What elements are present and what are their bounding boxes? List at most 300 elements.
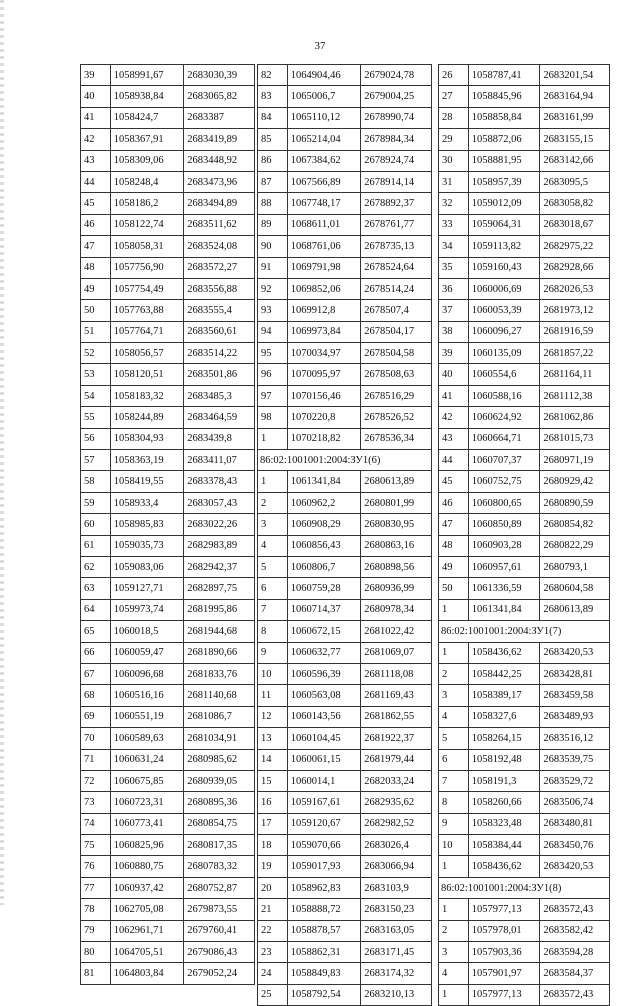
x-coordinate: 1059035,73	[110, 535, 184, 556]
x-coordinate: 1062705,08	[110, 899, 184, 920]
y-coordinate: 2683511,62	[184, 214, 255, 235]
table-row	[439, 792, 610, 813]
point-number: 57	[81, 450, 111, 471]
point-number: 1	[258, 471, 288, 492]
x-coordinate: 1060018,5	[110, 621, 184, 642]
point-number: 49	[439, 556, 469, 577]
x-coordinate: 1058849,83	[287, 963, 361, 984]
x-coordinate: 1058264,15	[468, 728, 540, 749]
table-row	[258, 770, 432, 791]
x-coordinate: 1058304,93	[110, 428, 184, 449]
y-coordinate: 2683439,8	[184, 428, 255, 449]
table-row	[81, 492, 255, 513]
table-row	[439, 407, 610, 428]
x-coordinate: 1060061,15	[287, 749, 361, 770]
y-coordinate: 2680801,99	[361, 492, 432, 513]
x-coordinate: 1060773,41	[110, 813, 184, 834]
x-coordinate: 1060714,37	[287, 599, 361, 620]
point-number: 38	[439, 321, 469, 342]
table-row	[258, 578, 432, 599]
table-row	[258, 385, 432, 406]
point-number: 7	[258, 599, 288, 620]
x-coordinate: 1057763,88	[110, 300, 184, 321]
x-coordinate: 1060053,39	[468, 300, 540, 321]
x-coordinate: 1058389,17	[468, 685, 540, 706]
table-row	[439, 599, 610, 620]
table-row	[258, 257, 432, 278]
point-number: 1	[439, 599, 469, 620]
y-coordinate: 2678990,74	[361, 107, 432, 128]
y-coordinate: 2683473,96	[184, 171, 255, 192]
table-row	[81, 792, 255, 813]
table-row	[258, 107, 432, 128]
table-row	[439, 942, 610, 963]
y-coordinate: 2678516,29	[361, 385, 432, 406]
table-row	[439, 984, 610, 1005]
point-number: 84	[258, 107, 288, 128]
table-row	[81, 749, 255, 770]
x-coordinate: 1067384,62	[287, 150, 361, 171]
point-number: 12	[258, 706, 288, 727]
table-row	[258, 877, 432, 898]
point-number: 64	[81, 599, 111, 620]
x-coordinate: 1060551,19	[110, 706, 184, 727]
table-row	[81, 171, 255, 192]
point-number: 3	[439, 942, 469, 963]
y-coordinate: 2681833,76	[184, 663, 255, 684]
x-coordinate: 1057977,13	[468, 984, 540, 1005]
point-number: 81	[81, 963, 111, 984]
point-number: 67	[81, 663, 111, 684]
table-row	[439, 171, 610, 192]
y-coordinate: 2683022,26	[184, 514, 255, 535]
y-coordinate: 2680783,32	[184, 856, 255, 877]
table-row	[258, 428, 432, 449]
point-number: 4	[439, 706, 469, 727]
point-number: 71	[81, 749, 111, 770]
x-coordinate: 1060707,37	[468, 450, 540, 471]
x-coordinate: 1059127,71	[110, 578, 184, 599]
y-coordinate: 2680978,34	[361, 599, 432, 620]
x-coordinate: 1058120,51	[110, 364, 184, 385]
table-row	[439, 706, 610, 727]
x-coordinate: 1065214,04	[287, 129, 361, 150]
x-coordinate: 1069791,98	[287, 257, 361, 278]
table-row	[81, 728, 255, 749]
point-number: 30	[439, 150, 469, 171]
point-number: 1	[439, 899, 469, 920]
table-row	[81, 663, 255, 684]
table-row	[439, 321, 610, 342]
y-coordinate: 2683584,37	[540, 963, 610, 984]
y-coordinate: 2682975,22	[540, 236, 610, 257]
x-coordinate: 1058363,19	[110, 450, 184, 471]
y-coordinate: 2682935,62	[361, 792, 432, 813]
point-number: 16	[258, 792, 288, 813]
x-coordinate: 1060825,96	[110, 835, 184, 856]
table-row	[258, 599, 432, 620]
x-coordinate: 1059113,82	[468, 236, 540, 257]
y-coordinate: 2681062,86	[540, 407, 610, 428]
point-number: 91	[258, 257, 288, 278]
point-number: 48	[81, 257, 111, 278]
point-number: 22	[258, 920, 288, 941]
point-number: 63	[81, 578, 111, 599]
x-coordinate: 1059120,67	[287, 813, 361, 834]
table-row	[258, 813, 432, 834]
coordinates-table-1	[80, 64, 255, 985]
table-row	[81, 385, 255, 406]
point-number: 53	[81, 364, 111, 385]
x-coordinate: 1057754,49	[110, 278, 184, 299]
x-coordinate: 1058248,4	[110, 171, 184, 192]
x-coordinate: 1058260,66	[468, 792, 540, 813]
table-row	[81, 150, 255, 171]
x-coordinate: 1058872,06	[468, 129, 540, 150]
x-coordinate: 1058862,31	[287, 942, 361, 963]
y-coordinate: 2678507,4	[361, 300, 432, 321]
table-row	[81, 471, 255, 492]
y-coordinate: 2682982,52	[361, 813, 432, 834]
x-coordinate: 1060563,08	[287, 685, 361, 706]
point-number: 40	[81, 86, 111, 107]
y-coordinate: 2680604,58	[540, 578, 610, 599]
x-coordinate: 1065006,7	[287, 86, 361, 107]
x-coordinate: 1059070,66	[287, 835, 361, 856]
y-coordinate: 2683387	[184, 107, 255, 128]
y-coordinate: 2682026,53	[540, 278, 610, 299]
point-number: 39	[81, 65, 111, 86]
y-coordinate: 2683539,75	[540, 749, 610, 770]
y-coordinate: 2680895,36	[184, 792, 255, 813]
table-row	[439, 278, 610, 299]
x-coordinate: 1069852,06	[287, 278, 361, 299]
table-row	[258, 621, 432, 642]
point-number: 97	[258, 385, 288, 406]
table-row	[81, 813, 255, 834]
table-row	[258, 236, 432, 257]
table-row	[81, 685, 255, 706]
table-row	[439, 685, 610, 706]
x-coordinate: 1060937,42	[110, 877, 184, 898]
point-number: 66	[81, 642, 111, 663]
table-row	[81, 86, 255, 107]
y-coordinate: 2681916,59	[540, 321, 610, 342]
point-number: 31	[439, 171, 469, 192]
x-coordinate: 1060516,16	[110, 685, 184, 706]
y-coordinate: 2683095,5	[540, 171, 610, 192]
y-coordinate: 2683450,76	[540, 835, 610, 856]
point-number: 78	[81, 899, 111, 920]
y-coordinate: 2683489,93	[540, 706, 610, 727]
point-number: 61	[81, 535, 111, 556]
point-number: 6	[439, 749, 469, 770]
x-coordinate: 1058962,83	[287, 877, 361, 898]
x-coordinate: 1070034,97	[287, 343, 361, 364]
y-coordinate: 2681944,68	[184, 621, 255, 642]
y-coordinate: 2683572,43	[540, 984, 610, 1005]
point-number: 79	[81, 920, 111, 941]
y-coordinate: 2683065,82	[184, 86, 255, 107]
x-coordinate: 1069912,8	[287, 300, 361, 321]
table-row	[81, 107, 255, 128]
point-number: 46	[439, 492, 469, 513]
table-row	[81, 899, 255, 920]
y-coordinate: 2678761,77	[361, 214, 432, 235]
x-coordinate: 1060624,92	[468, 407, 540, 428]
table-row	[258, 920, 432, 941]
point-number: 83	[258, 86, 288, 107]
point-number: 11	[258, 685, 288, 706]
point-number: 45	[439, 471, 469, 492]
table-row	[439, 514, 610, 535]
table-row	[258, 792, 432, 813]
table-row	[439, 749, 610, 770]
point-number: 26	[439, 65, 469, 86]
x-coordinate: 1059167,61	[287, 792, 361, 813]
y-coordinate: 2680985,62	[184, 749, 255, 770]
table-row	[81, 450, 255, 471]
point-number: 49	[81, 278, 111, 299]
x-coordinate: 1060759,28	[287, 578, 361, 599]
point-number: 1	[439, 642, 469, 663]
x-coordinate: 1058878,57	[287, 920, 361, 941]
parcel-number: 86:02:1001001:2004:ЗУ1(7)	[439, 621, 610, 642]
point-number: 55	[81, 407, 111, 428]
table-row	[439, 107, 610, 128]
y-coordinate: 2678504,17	[361, 321, 432, 342]
point-number: 7	[439, 770, 469, 791]
point-number: 65	[81, 621, 111, 642]
y-coordinate: 2683057,43	[184, 492, 255, 513]
parcel-header-row	[258, 450, 432, 471]
x-coordinate: 1058858,84	[468, 107, 540, 128]
x-coordinate: 1060135,09	[468, 343, 540, 364]
y-coordinate: 2683572,27	[184, 257, 255, 278]
y-coordinate: 2683594,28	[540, 942, 610, 963]
table-row	[81, 642, 255, 663]
point-number: 58	[81, 471, 111, 492]
x-coordinate: 1067748,17	[287, 193, 361, 214]
point-number: 39	[439, 343, 469, 364]
point-number: 80	[81, 942, 111, 963]
point-number: 5	[258, 556, 288, 577]
x-coordinate: 1058419,55	[110, 471, 184, 492]
x-coordinate: 1060850,89	[468, 514, 540, 535]
table-row	[258, 835, 432, 856]
table-row	[258, 321, 432, 342]
table-row	[439, 813, 610, 834]
point-number: 41	[81, 107, 111, 128]
table-row	[258, 642, 432, 663]
y-coordinate: 2681034,91	[184, 728, 255, 749]
table-row	[258, 278, 432, 299]
x-coordinate: 1059012,09	[468, 193, 540, 214]
y-coordinate: 2682983,89	[184, 535, 255, 556]
point-number: 86	[258, 150, 288, 171]
y-coordinate: 2679052,24	[184, 963, 255, 984]
point-number: 87	[258, 171, 288, 192]
x-coordinate: 1058888,72	[287, 899, 361, 920]
x-coordinate: 1058058,31	[110, 236, 184, 257]
table-row	[439, 385, 610, 406]
point-number: 8	[258, 621, 288, 642]
point-number: 4	[439, 963, 469, 984]
y-coordinate: 2681086,7	[184, 706, 255, 727]
x-coordinate: 1060096,27	[468, 321, 540, 342]
table-row	[439, 343, 610, 364]
y-coordinate: 2681922,37	[361, 728, 432, 749]
y-coordinate: 2683428,81	[540, 663, 610, 684]
x-coordinate: 1058436,62	[468, 642, 540, 663]
x-coordinate: 1060723,31	[110, 792, 184, 813]
point-number: 62	[81, 556, 111, 577]
table-row	[439, 556, 610, 577]
x-coordinate: 1068611,01	[287, 214, 361, 235]
point-number: 27	[439, 86, 469, 107]
point-number: 20	[258, 877, 288, 898]
table-row	[439, 364, 610, 385]
y-coordinate: 2682942,37	[184, 556, 255, 577]
x-coordinate: 1060800,65	[468, 492, 540, 513]
table-row	[258, 899, 432, 920]
point-number: 94	[258, 321, 288, 342]
table-row	[81, 556, 255, 577]
x-coordinate: 1058056,57	[110, 343, 184, 364]
point-number: 13	[258, 728, 288, 749]
x-coordinate: 1064803,84	[110, 963, 184, 984]
table-row	[81, 770, 255, 791]
scan-edge	[0, 0, 4, 905]
x-coordinate: 1058424,7	[110, 107, 184, 128]
x-coordinate: 1060096,68	[110, 663, 184, 684]
x-coordinate: 1068761,06	[287, 236, 361, 257]
table-row	[439, 86, 610, 107]
table-row	[258, 663, 432, 684]
table-row	[439, 492, 610, 513]
x-coordinate: 1058436,62	[468, 856, 540, 877]
x-coordinate: 1058192,48	[468, 749, 540, 770]
table-row	[439, 899, 610, 920]
table-row	[258, 984, 432, 1005]
parcel-header-row	[439, 621, 610, 642]
point-number: 2	[439, 920, 469, 941]
x-coordinate: 1057903,36	[468, 942, 540, 963]
table-row	[439, 963, 610, 984]
y-coordinate: 2681890,66	[184, 642, 255, 663]
x-coordinate: 1058384,44	[468, 835, 540, 856]
point-number: 92	[258, 278, 288, 299]
point-number: 44	[81, 171, 111, 192]
y-coordinate: 2683174,32	[361, 963, 432, 984]
point-number: 42	[439, 407, 469, 428]
table-row	[81, 920, 255, 941]
y-coordinate: 2681857,22	[540, 343, 610, 364]
y-coordinate: 2683058,82	[540, 193, 610, 214]
x-coordinate: 1070095,97	[287, 364, 361, 385]
y-coordinate: 2683464,59	[184, 407, 255, 428]
x-coordinate: 1061341,84	[468, 599, 540, 620]
point-number: 51	[81, 321, 111, 342]
x-coordinate: 1061341,84	[287, 471, 361, 492]
x-coordinate: 1060880,75	[110, 856, 184, 877]
y-coordinate: 2683582,42	[540, 920, 610, 941]
point-number: 47	[439, 514, 469, 535]
y-coordinate: 2683163,05	[361, 920, 432, 941]
x-coordinate: 1059973,74	[110, 599, 184, 620]
table-row	[439, 728, 610, 749]
table-row	[81, 963, 255, 984]
y-coordinate: 2683506,74	[540, 792, 610, 813]
table-row	[258, 556, 432, 577]
y-coordinate: 2683420,53	[540, 642, 610, 663]
y-coordinate: 2680830,95	[361, 514, 432, 535]
y-coordinate: 2681069,07	[361, 642, 432, 663]
point-number: 69	[81, 706, 111, 727]
table-row	[258, 407, 432, 428]
y-coordinate: 2681169,43	[361, 685, 432, 706]
y-coordinate: 2683066,94	[361, 856, 432, 877]
point-number: 75	[81, 835, 111, 856]
point-number: 28	[439, 107, 469, 128]
y-coordinate: 2680890,59	[540, 492, 610, 513]
point-number: 95	[258, 343, 288, 364]
table-row	[81, 364, 255, 385]
table-row	[258, 728, 432, 749]
point-number: 23	[258, 942, 288, 963]
y-coordinate: 2683556,88	[184, 278, 255, 299]
parcel-number: 86:02:1001001:2004:ЗУ1(6)	[258, 450, 432, 471]
y-coordinate: 2683378,43	[184, 471, 255, 492]
table-row	[258, 685, 432, 706]
y-coordinate: 2680854,75	[184, 813, 255, 834]
table-row	[258, 942, 432, 963]
point-number: 10	[258, 663, 288, 684]
y-coordinate: 2681112,38	[540, 385, 610, 406]
point-number: 50	[439, 578, 469, 599]
point-number: 88	[258, 193, 288, 214]
y-coordinate: 2683555,4	[184, 300, 255, 321]
x-coordinate: 1060962,2	[287, 492, 361, 513]
point-number: 70	[81, 728, 111, 749]
point-number: 15	[258, 770, 288, 791]
table-row	[439, 856, 610, 877]
x-coordinate: 1058323,48	[468, 813, 540, 834]
parcel-number: 86:02:1001001:2004:ЗУ1(8)	[439, 877, 610, 898]
y-coordinate: 2679004,25	[361, 86, 432, 107]
y-coordinate: 2678924,74	[361, 150, 432, 171]
y-coordinate: 2680817,35	[184, 835, 255, 856]
y-coordinate: 2683018,67	[540, 214, 610, 235]
table-row	[81, 407, 255, 428]
table-row	[258, 706, 432, 727]
table-row	[258, 471, 432, 492]
x-coordinate: 1058792,54	[287, 984, 361, 1005]
y-coordinate: 2683210,13	[361, 984, 432, 1005]
y-coordinate: 2683529,72	[540, 770, 610, 791]
table-row	[81, 835, 255, 856]
x-coordinate: 1060664,71	[468, 428, 540, 449]
point-number: 44	[439, 450, 469, 471]
table-row	[81, 214, 255, 235]
x-coordinate: 1057978,01	[468, 920, 540, 941]
point-number: 48	[439, 535, 469, 556]
table-row	[439, 920, 610, 941]
y-coordinate: 2683572,43	[540, 899, 610, 920]
x-coordinate: 1070156,46	[287, 385, 361, 406]
point-number: 47	[81, 236, 111, 257]
point-number: 8	[439, 792, 469, 813]
